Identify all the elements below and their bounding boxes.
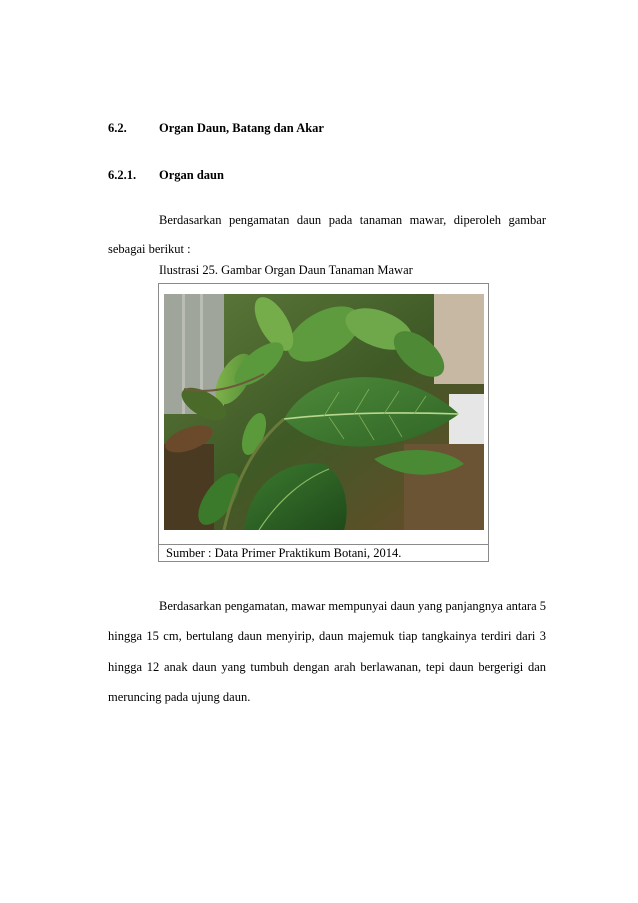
rose-leaf-photo xyxy=(164,294,484,530)
subsection-title: Organ daun xyxy=(159,168,224,182)
observation-paragraph: Berdasarkan pengamatan, mawar mempunyai daun yang panjangnya antara 5 hingga 15 cm, bertulang daun menyirip, daun majemuk tiap tangkainya terdiri dari 3 hingga 12 anak daun yang tumbuh dengan arah berlawanan, tepi daun bergerigi dan meruncing pada ujung daun. xyxy=(108,599,546,704)
figure-source: Sumber : Data Primer Praktikum Botani, 2014. xyxy=(166,546,402,560)
figure-divider xyxy=(159,544,488,545)
figure-caption: Ilustrasi 25. Gambar Organ Daun Tanaman Mawar xyxy=(159,263,413,277)
figure-frame xyxy=(158,283,489,562)
subsection-number: 6.2.1. xyxy=(108,168,137,182)
intro-paragraph: Berdasarkan pengamatan daun pada tanaman mawar, diperoleh gambar sebagai berikut : xyxy=(108,213,546,256)
section-title: Organ Daun, Batang dan Akar xyxy=(159,121,324,135)
section-number: 6.2. xyxy=(108,121,127,135)
